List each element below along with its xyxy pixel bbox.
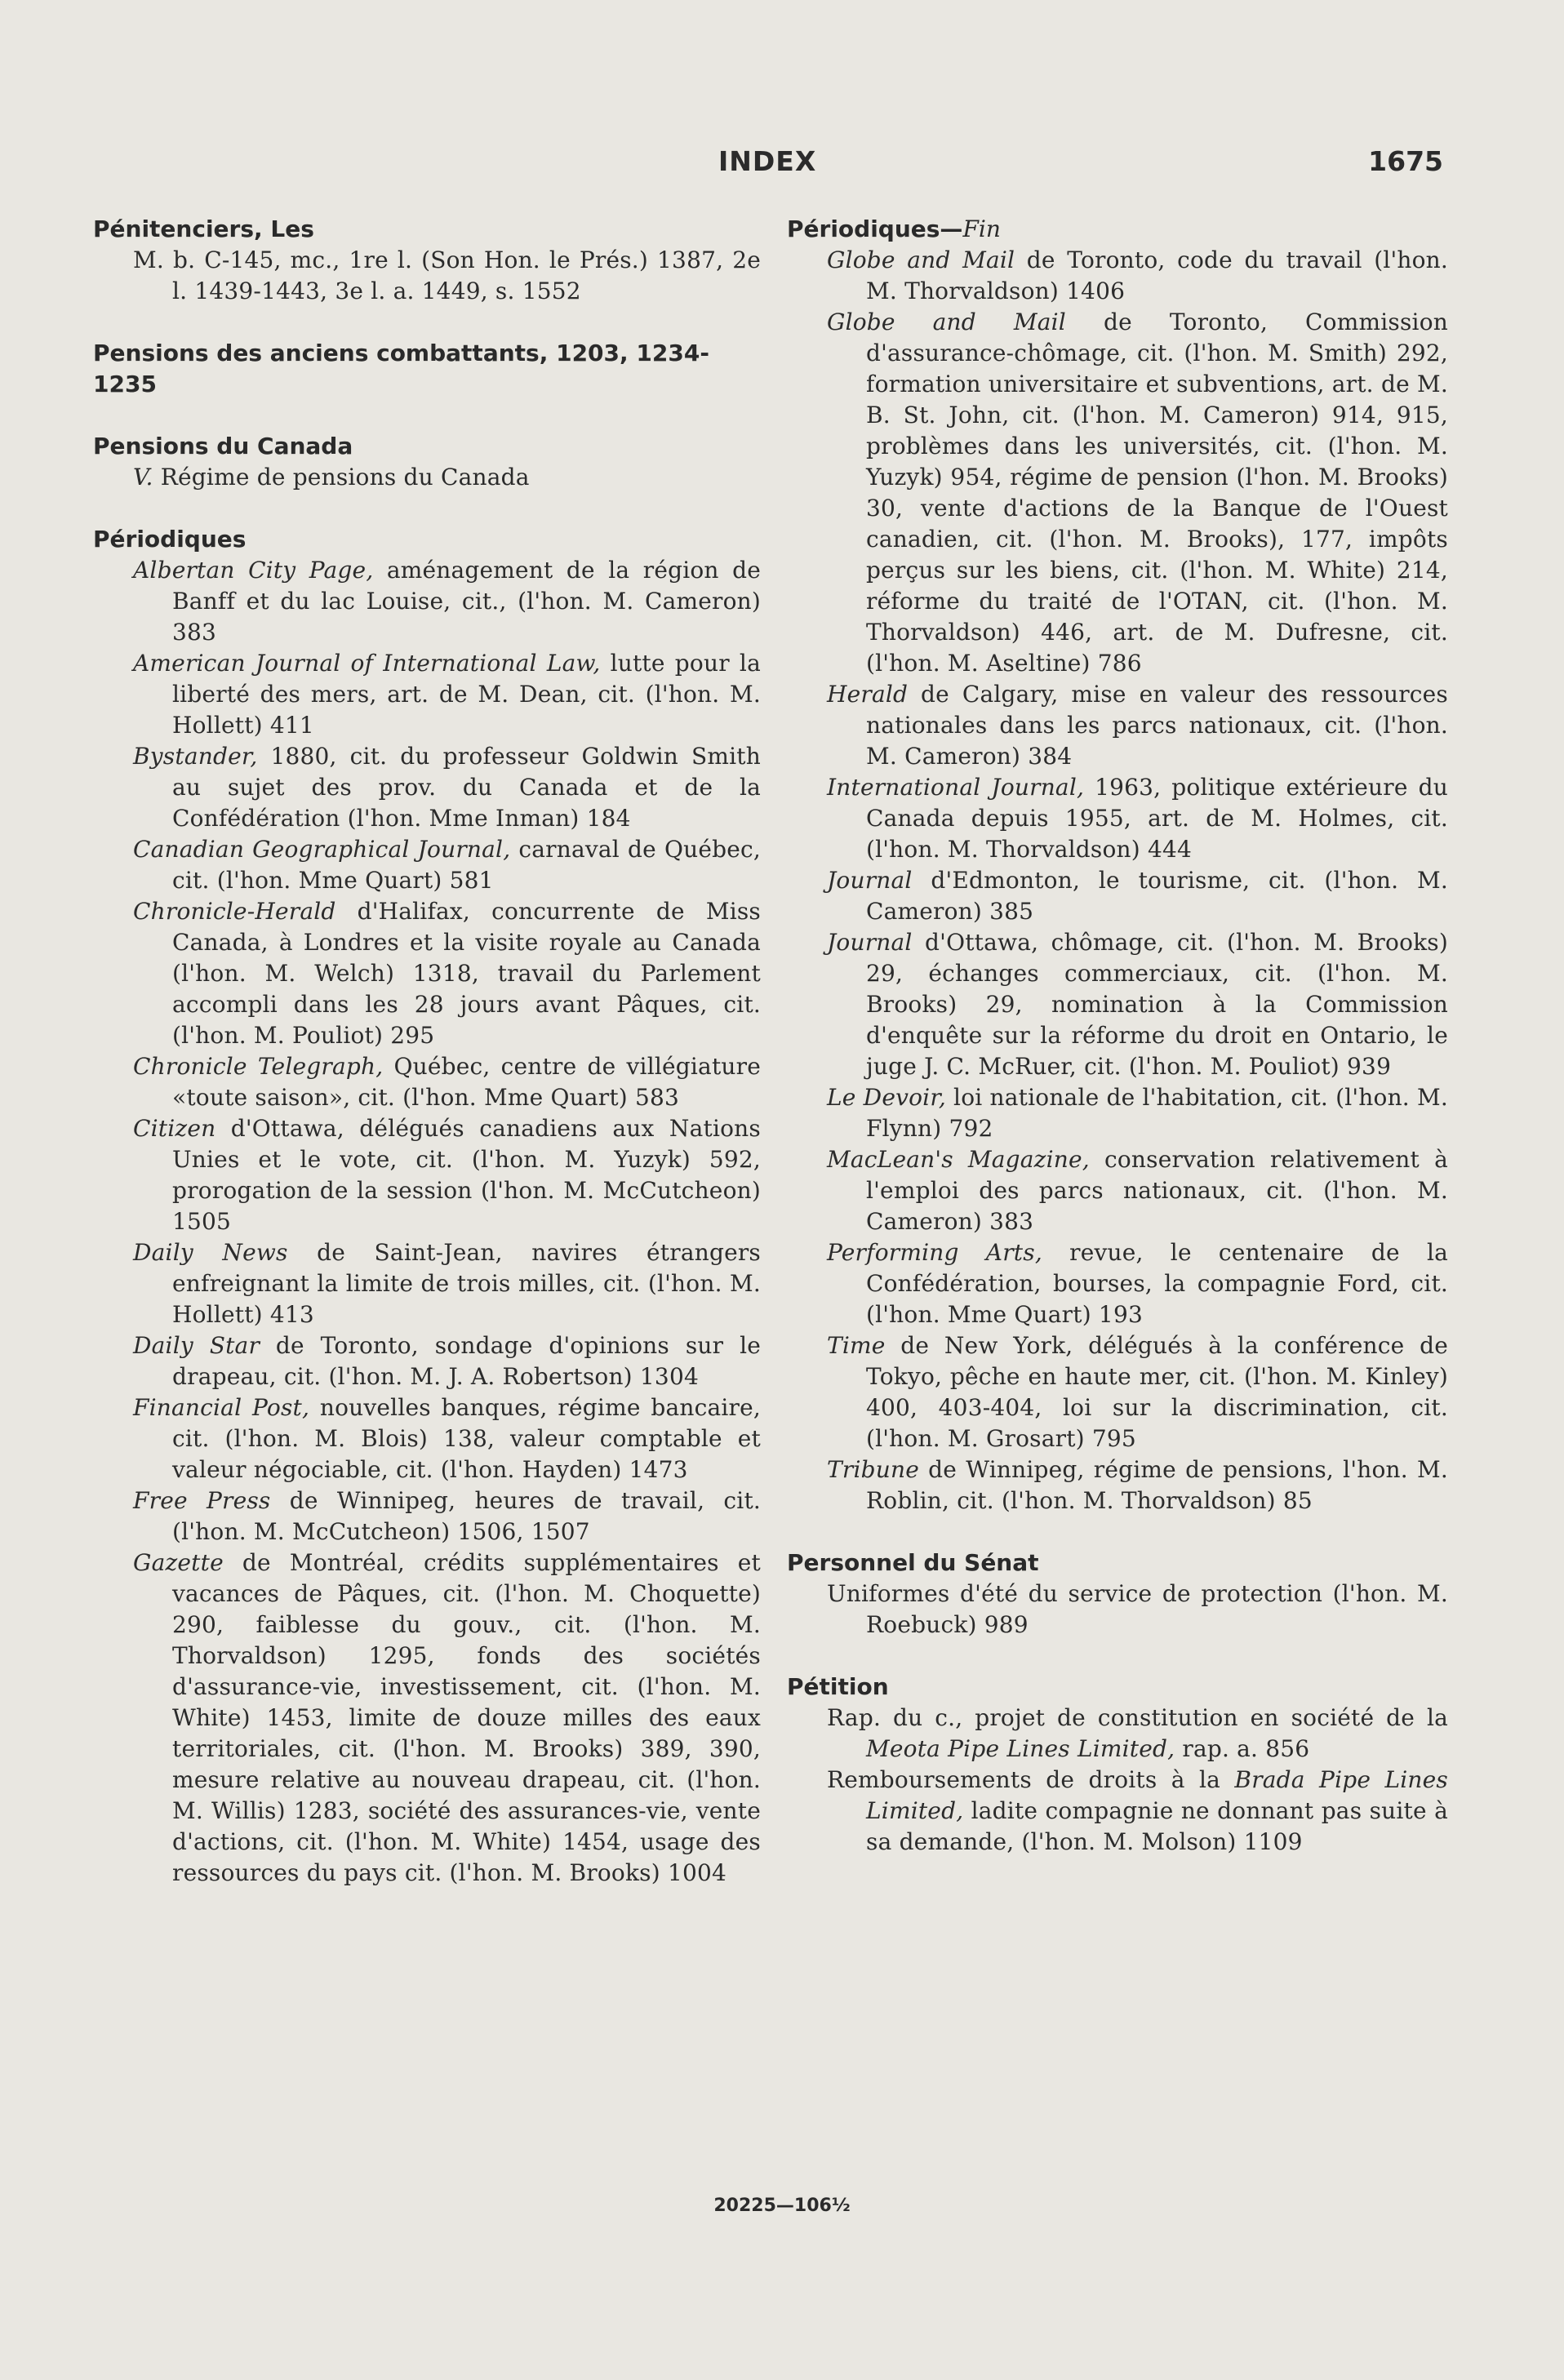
left-column [93,214,761,1889]
index-entry [787,1454,1448,1516]
entry-title: V. [133,464,153,491]
index-entry [787,865,1448,927]
page-title: INDEX [718,145,817,177]
entry-title: Meota Pipe Lines Limited, [866,1735,1175,1762]
index-heading [787,1672,1448,1703]
entry-title: Chronicle Telegraph, [133,1053,384,1080]
entry-text: lutte pour la liberté des mers, art. de M. Dean, cit. (l'hon. M. Hollett) 411 [172,650,761,739]
index-heading [93,338,761,400]
entry-text: d'Ottawa, chômage, cit. (l'hon. M. Brooks) 29, échanges commerciaux, cit. (l'hon. M. Brooks) 29, nomination à la Commission d'enquête sur la réforme du droit en Ontario, le juge J. C. McRuer, cit. (l'hon. M. Pouliot) 939 [866,929,1448,1080]
index-entry [787,1082,1448,1144]
entry-text: de New York, délégués à la conférence de Tokyo, pêche en haute mer, cit. (l'hon. M. Kinley) 400, 403-404, loi sur la discrimination, cit. (l'hon. M. Grosart) 795 [866,1332,1448,1452]
index-entry [93,1237,761,1330]
entry-title: Globe and Mail [827,246,1015,273]
section-spacer [93,400,761,431]
entry-text: Remboursements de droits à la [827,1766,1235,1793]
index-entry [93,1392,761,1485]
index-entry [787,307,1448,679]
entry-text: 1880, cit. du professeur Goldwin Smith au sujet des prov. du Canada et de la Confédération (l'hon. Mme Inman) 184 [172,743,761,832]
index-entry [93,1051,761,1113]
index-entry [787,1703,1448,1765]
right-column [787,214,1448,1858]
entry-title: Albertan City Page, [133,557,374,584]
entry-text: ladite compagnie ne donnant pas suite à sa demande, (l'hon. M. Molson) 1109 [866,1797,1448,1855]
entry-text: M. b. C-145, mc., 1re l. (Son Hon. le Prés.) 1387, 2e l. 1439-1443, 3e l. a. 1449, s. 1552 [133,246,761,304]
entry-title: Globe and Mail [827,309,1066,335]
entry-text: nouvelles banques, régime bancaire, cit. (l'hon. M. Blois) 138, valeur comptable et valeur négociable, cit. (l'hon. Hayden) 1473 [172,1394,761,1483]
entry-title: Journal [827,929,913,956]
index-entry [93,834,761,896]
index-entry [93,1485,761,1547]
entry-text: d'Halifax, concurrente de Miss Canada, à Londres et la visite royale au Canada (l'hon. M. Welch) 1318, travail du Parlement accompli dans les 28 jours avant Pâques, cit. (l'hon. M. Pouliot) 295 [172,898,761,1049]
entry-text: Uniformes d'été du service de protection (l'hon. M. Roebuck) 989 [827,1580,1448,1638]
entry-text: Régime de pensions du Canada [153,464,530,491]
entry-title: Citizen [133,1115,216,1142]
heading-text: Pétition [787,1673,889,1700]
entry-title: Tribune [827,1456,919,1483]
entry-text: 1963, politique extérieure du Canada depuis 1955, art. de M. Holmes, cit. (l'hon. M. Thorvaldson) 444 [866,774,1448,863]
entry-title: Time [827,1332,886,1359]
index-entry [93,1113,761,1237]
entry-title: Le Devoir, [827,1084,946,1111]
entry-title: Daily News [133,1239,288,1266]
index-entry [93,245,761,307]
index-entry [93,1330,761,1392]
entry-title: Bystander, [133,743,258,770]
heading-text: Pensions des anciens combattants, 1203, 1234-1235 [93,340,709,397]
index-heading [93,524,761,555]
index-entry [787,1765,1448,1858]
section-spacer [93,493,761,524]
entry-title: Brada Pipe Lines Limited, [866,1766,1448,1824]
heading-italic-text: Fin [962,215,1001,242]
entry-title: Canadian Geographical Journal, [133,836,511,863]
entry-title: Performing Arts, [827,1239,1042,1266]
entry-title: Journal [827,867,913,894]
index-entry [93,648,761,741]
entry-title: Chronicle-Herald [133,898,336,925]
entry-text: revue, le centenaire de la Confédération, bourses, la compagnie Ford, cit. (l'hon. Mme Quart) 193 [866,1239,1448,1328]
entry-text: carnaval de Québec, cit. (l'hon. Mme Quart) 581 [172,836,761,894]
page-header [0,145,1564,186]
entry-text: de Winnipeg, régime de pensions, l'hon. M. Roblin, cit. (l'hon. M. Thorvaldson) 85 [866,1456,1448,1514]
index-entry [787,1144,1448,1237]
entry-text: aménagement de la région de Banff et du lac Louise, cit., (l'hon. M. Cameron) 383 [172,557,761,646]
entry-text: de Calgary, mise en valeur des ressources nationales dans les parcs nationaux, cit. (l'hon. M. Cameron) 384 [866,681,1448,770]
entry-title: Gazette [133,1549,224,1576]
index-entry [787,772,1448,865]
entry-title: Herald [827,681,909,708]
index-heading [93,431,761,462]
index-entry [93,741,761,834]
entry-text: de Saint-Jean, navires étrangers enfreignant la limite de trois milles, cit. (l'hon. M. Hollett) 413 [172,1239,761,1328]
entry-text: de Toronto, sondage d'opinions sur le drapeau, cit. (l'hon. M. J. A. Robertson) 1304 [172,1332,761,1390]
heading-text: Pénitenciers, Les [93,215,314,242]
index-entry [93,1547,761,1889]
index-entry [787,1579,1448,1641]
heading-text: Personnel du Sénat [787,1549,1039,1576]
entry-text: de Toronto, Commission d'assurance-chômage, cit. (l'hon. M. Smith) 292, formation universitaire et subventions, art. de M. B. St. John, cit. (l'hon. M. Cameron) 914, 915, problèmes dans les universités, cit. (l'hon. M. Yuzyk) 954, régime de pension (l'hon. M. Brooks) 30, vente d'actions de la Banque de l'Ouest canadien, cit. (l'hon. M. Brooks), 177, impôts perçus sur les biens, cit. (l'hon. M. White) 214, réforme du traité de l'OTAN, cit. (l'hon. M. Thorvaldson) 446, art. de M. Dufresne, cit. (l'hon. M. Aseltine) 786 [866,309,1448,677]
section-spacer [93,307,761,338]
section-spacer [787,1641,1448,1672]
entry-text: d'Ottawa, délégués canadiens aux Nations Unies et le vote, cit. (l'hon. M. Yuzyk) 592, prorogation de la session (l'hon. M. McCutcheon) 1505 [172,1115,761,1235]
index-entry [93,462,761,493]
entry-text: d'Edmonton, le tourisme, cit. (l'hon. M. Cameron) 385 [866,867,1448,925]
entry-title: MacLean's Magazine, [827,1146,1090,1173]
index-entry [787,1330,1448,1454]
index-entry [93,555,761,648]
entry-title: Daily Star [133,1332,260,1359]
index-entry [93,896,761,1051]
entry-text: de Montréal, crédits supplémentaires et vacances de Pâques, cit. (l'hon. M. Choquette) 290, faiblesse du gouv., cit. (l'hon. M. Thorvaldson) 1295, fonds des sociétés d'assurance-vie, investissement, cit. (l'hon. M. White) 1453, limite de douze milles des eaux territoriales, cit. (l'hon. M. Brooks) 389, 390, mesure relative au nouveau drapeau, cit. (l'hon. M. Willis) 1283, société des assurances-vie, vente d'actions, cit. (l'hon. M. White) 1454, usage des ressources du pays cit. (l'hon. M. Brooks) 1004 [172,1549,761,1886]
page-number: 1675 [1368,145,1443,177]
index-heading [787,1547,1448,1579]
entry-text: conservation relativement à l'emploi des parcs nationaux, cit. (l'hon. M. Cameron) 383 [866,1146,1448,1235]
entry-text: de Toronto, code du travail (l'hon. M. Thorvaldson) 1406 [866,246,1449,304]
entry-title: American Journal of International Law, [133,650,601,677]
index-entry [787,1237,1448,1330]
heading-text: Pensions du Canada [93,433,353,460]
entry-text: Rap. du c., projet de constitution en société de la [827,1704,1448,1731]
heading-text: Périodiques— [787,215,963,242]
footer-signature-mark: 20225—106½ [713,2196,851,2216]
entry-text: loi nationale de l'habitation, cit. (l'hon. M. Flynn) 792 [866,1084,1448,1142]
heading-text: Périodiques [93,526,247,553]
entry-title: Financial Post, [133,1394,310,1421]
index-entry [787,245,1448,307]
index-entry [787,927,1448,1082]
index-entry [787,679,1448,772]
entry-text: rap. a. 856 [1175,1735,1310,1762]
index-heading [93,214,761,245]
entry-text: Québec, centre de villégiature «toute saison», cit. (l'hon. Mme Quart) 583 [172,1053,761,1111]
entry-title: International Journal, [827,774,1085,801]
section-spacer [787,1516,1448,1547]
index-heading [787,214,1448,245]
entry-text: de Winnipeg, heures de travail, cit. (l'hon. M. McCutcheon) 1506, 1507 [172,1487,762,1545]
entry-title: Free Press [133,1487,271,1514]
